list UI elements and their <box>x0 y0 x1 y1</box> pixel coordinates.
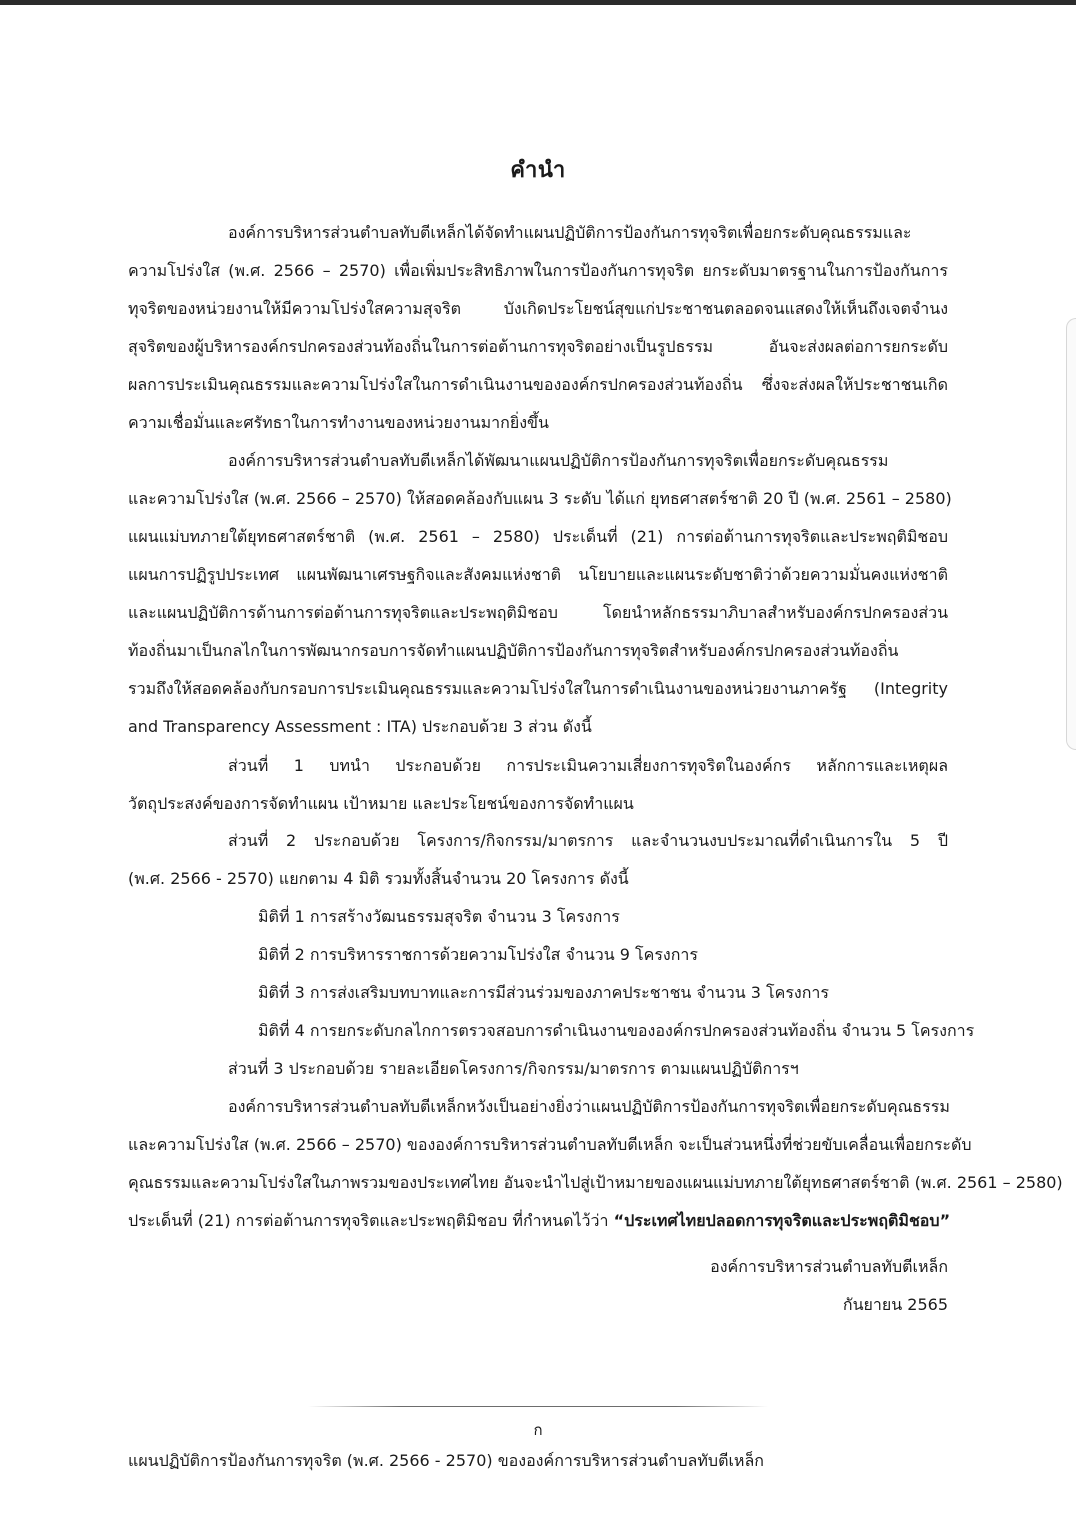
part-1-line: วัตถุประสงค์ของการจัดทำแผน เป้าหมาย และประโยชน์ของการจัดทำแผน <box>128 794 634 813</box>
paragraph-line: ความเชื่อมั่นและศรัทธาในการทำงานของหน่วยงานมากยิ่งขึ้น <box>128 413 549 432</box>
part-2-line: ส่วนที่ 2 ประกอบด้วย โครงการ/กิจกรรม/มาตรการ และจำนวนงบประมาณที่ดำเนินการใน 5 ปี <box>228 831 948 850</box>
dimension-item: มิติที่ 1 การสร้างวัฒนธรรมสุจริต จำนวน 3 โครงการ <box>258 907 620 926</box>
page-title: คำนำ <box>510 158 566 183</box>
paragraph-line: แผนแม่บทภายใต้ยุทธศาสตร์ชาติ (พ.ศ. 2561 – 2580) ประเด็นที่ (21) การต่อต้านการทุจริตและประพฤติมิชอบ <box>128 527 948 546</box>
quoted-slogan: “ประเทศไทยปลอดการทุจริตและประพฤติมิชอบ” <box>613 1211 951 1230</box>
paragraph-line: ผลการประเมินคุณธรรมและความโปร่งใสในการดำเนินงานขององค์กรปกครองส่วนท้องถิ่น ซึ่งจะส่งผลให้ประชาชนเกิด <box>128 375 948 394</box>
footer-divider <box>308 1406 768 1407</box>
signature-organization: องค์การบริหารส่วนตำบลทับตีเหล็ก <box>710 1257 948 1276</box>
dimension-item: มิติที่ 4 การยกระดับกลไกการตรวจสอบการดำเนินงานขององค์กรปกครองส่วนท้องถิ่น จำนวน 5 โครงการ <box>258 1021 975 1040</box>
paragraph-text: ประเด็นที่ (21) การต่อต้านการทุจริตและประพฤติมิชอบ ที่กำหนดไว้ว่า <box>128 1211 609 1230</box>
footer-text: แผนปฏิบัติการป้องกันการทุจริต (พ.ศ. 2566 - 2570) ขององค์การบริหารส่วนตำบลทับตีเหล็ก <box>128 1451 764 1470</box>
paragraph-line: องค์การบริหารส่วนตำบลทับตีเหล็กได้จัดทำแผนปฏิบัติการป้องกันการทุจริตเพื่อยกระดับคุณธรรมและ <box>228 223 912 242</box>
part-3-line: ส่วนที่ 3 ประกอบด้วย รายละเอียดโครงการ/กิจกรรม/มาตรการ ตามแผนปฏิบัติการฯ <box>228 1059 799 1078</box>
dimension-item: มิติที่ 3 การส่งเสริมบทบาทและการมีส่วนร่วมของภาคประชาชน จำนวน 3 โครงการ <box>258 983 829 1002</box>
paragraph-line: องค์การบริหารส่วนตำบลทับตีเหล็กได้พัฒนาแผนปฏิบัติการป้องกันการทุจริตเพื่อยกระดับคุณธรรม <box>228 451 889 470</box>
scrollbar[interactable] <box>1066 318 1076 750</box>
paragraph-line: ความโปร่งใส (พ.ศ. 2566 – 2570) เพื่อเพิ่มประสิทธิภาพในการป้องกันการทุจริต ยกระดับมาตรฐานในการป้องกันการ <box>128 261 948 280</box>
paragraph-line: องค์การบริหารส่วนตำบลทับตีเหล็กหวังเป็นอย่างยิ่งว่าแผนปฏิบัติการป้องกันการทุจริตเพื่อยกระดับคุณธรรม <box>228 1097 950 1116</box>
paragraph-line: คุณธรรมและความโปร่งใสในภาพรวมของประเทศไทย อันจะนำไปสู่เป้าหมายของแผนแม่บทภายใต้ยุทธศาสตร์ชาติ (พ.ศ. 2561 – 2580) <box>128 1173 1063 1192</box>
paragraph-line: ท้องถิ่นมาเป็นกลไกในการพัฒนากรอบการจัดทำแผนปฏิบัติการป้องกันการทุจริตสำหรับองค์กรปกครองส่วนท้องถิ่น <box>128 641 899 660</box>
top-bar <box>0 0 1076 5</box>
dimension-item: มิติที่ 2 การบริหารราชการด้วยความโปร่งใส จำนวน 9 โครงการ <box>258 945 699 964</box>
paragraph-line: สุจริตของผู้บริหารองค์กรปกครองส่วนท้องถิ่นในการต่อต้านการทุจริตอย่างเป็นรูปธรรม อันจะส่งผลต่อการยกระดับ <box>128 337 948 356</box>
paragraph-line: ทุจริตของหน่วยงานให้มีความโปร่งใสความสุจริต บังเกิดประโยชน์สุขแก่ประชาชนตลอดจนแสดงให้เห็นถึงเจตจำนง <box>128 299 948 318</box>
page-number: ก <box>533 1421 543 1439</box>
paragraph-line <box>128 1210 951 1232</box>
paragraph-line: และแผนปฏิบัติการด้านการต่อต้านการทุจริตและประพฤติมิชอบ โดยนำหลักธรรมาภิบาลสำหรับองค์กรปกครองส่วน <box>128 603 948 622</box>
paragraph-line: รวมถึงให้สอดคล้องกับกรอบการประเมินคุณธรรมและความโปร่งใสในการดำเนินงานของหน่วยงานภาครัฐ (Integrity <box>128 679 948 698</box>
paragraph-line: แผนการปฏิรูปประเทศ แผนพัฒนาเศรษฐกิจและสังคมแห่งชาติ นโยบายและแผนระดับชาติว่าด้วยความมั่นคงแห่งชาติ <box>128 565 948 584</box>
paragraph-line: และความโปร่งใส (พ.ศ. 2566 – 2570) ให้สอดคล้องกับแผน 3 ระดับ ได้แก่ ยุทธศาสตร์ชาติ 20 ปี (พ.ศ. 2561 – 2580) <box>128 489 952 508</box>
paragraph-line: and Transparency Assessment : ITA) ประกอบด้วย 3 ส่วน ดังนี้ <box>128 717 592 736</box>
signature-date: กันยายน 2565 <box>842 1295 948 1314</box>
part-2-line: (พ.ศ. 2566 - 2570) แยกตาม 4 มิติ รวมทั้งสิ้นจำนวน 20 โครงการ ดังนี้ <box>128 869 629 888</box>
part-1-line: ส่วนที่ 1 บทนำ ประกอบด้วย การประเมินความเสี่ยงการทุจริตในองค์กร หลักการและเหตุผล <box>228 756 948 775</box>
paragraph-line: และความโปร่งใส (พ.ศ. 2566 – 2570) ขององค์การบริหารส่วนตำบลทับตีเหล็ก จะเป็นส่วนหนึ่งที่ช่วยขับเคลื่อนเพื่อยกระดับ <box>128 1135 972 1154</box>
